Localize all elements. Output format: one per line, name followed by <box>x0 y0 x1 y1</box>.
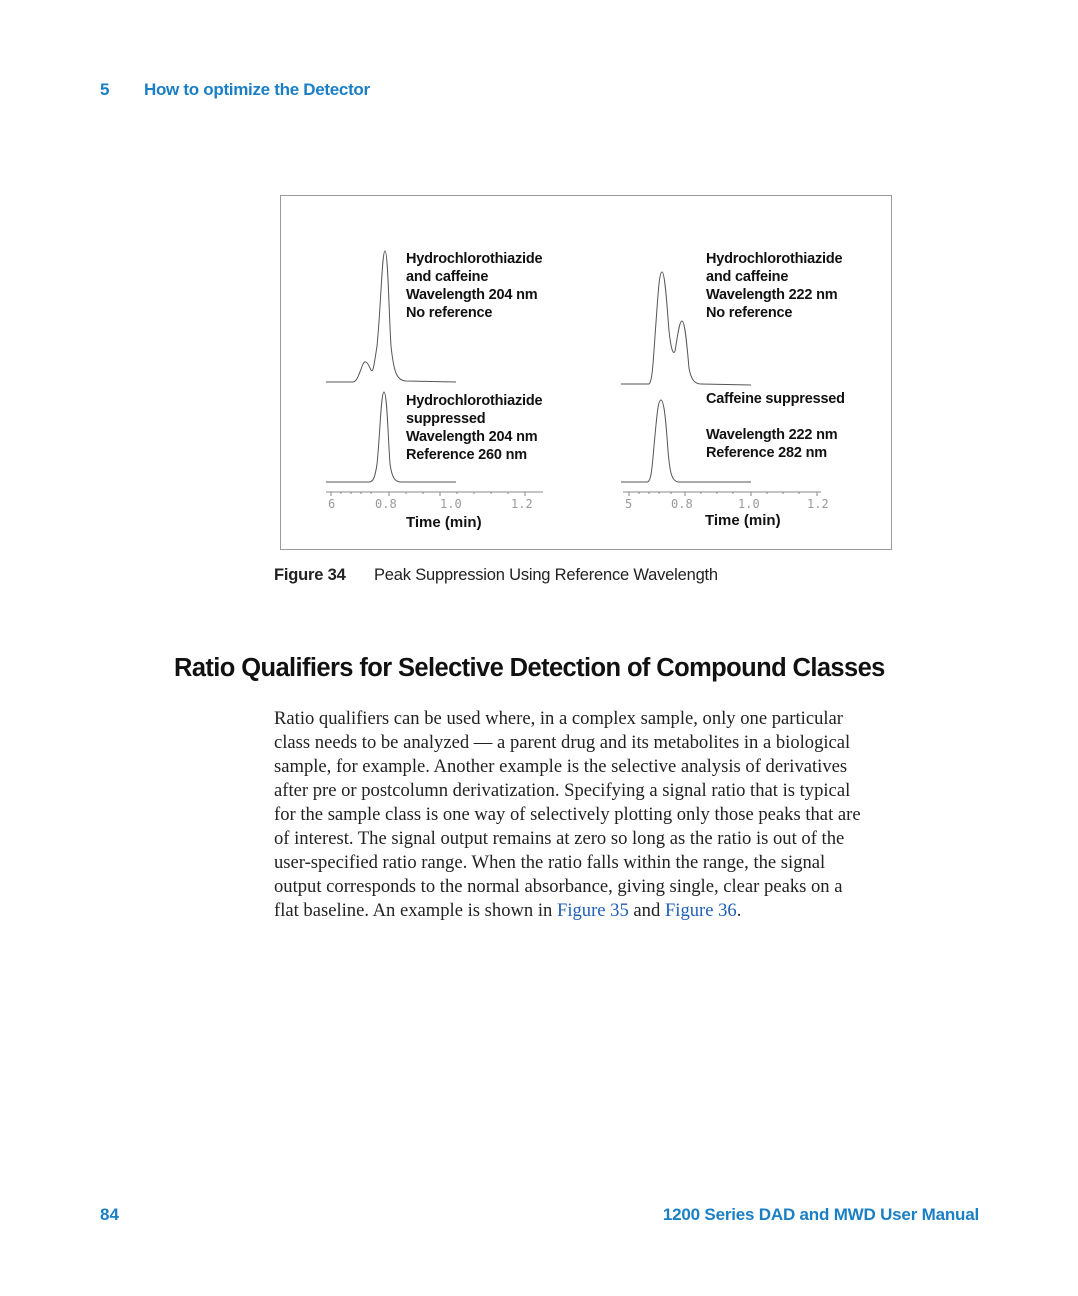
chapter-title: How to optimize the Detector <box>144 80 370 99</box>
body-line: Ratio qualifiers can be used where, in a complex sample, only one particular <box>274 708 843 729</box>
body-line: sample, for example. Another example is the selective analysis of derivatives <box>274 756 848 777</box>
left-tick-0: 6 <box>328 497 336 511</box>
body-line-last: flat baseline. An example is shown in Figure 35 and Figure 36. <box>274 900 742 921</box>
body-line: class needs to be analyzed — a parent drug and its metabolites in a biological <box>274 732 851 753</box>
right-tick-0: 5 <box>625 497 633 511</box>
page-number: 84 <box>100 1205 119 1224</box>
label-top-left: Hydrochlorothiazide and caffeine Wavelength 204 nm No reference <box>406 251 543 321</box>
figure-number: Figure 34 <box>274 566 346 584</box>
body-line: for the sample class is one way of selectively plotting only those peaks that are <box>274 804 861 825</box>
left-axis-ticks <box>331 492 525 496</box>
right-tick-1: 0.8 <box>671 497 693 511</box>
right-tick-2: 1.0 <box>738 497 760 511</box>
body-line: user-specified ratio range. When the ratio falls within the range, the signal <box>274 852 826 873</box>
figure-caption <box>274 566 718 585</box>
right-axis-title: Time (min) <box>705 512 781 529</box>
label-bottom-left: Hydrochlorothiazide suppressed Wavelength 204 nm Reference 260 nm <box>406 393 543 463</box>
left-tick-3: 1.2 <box>511 497 533 511</box>
label-top-right: Hydrochlorothiazide and caffeine Wavelength 222 nm No reference <box>706 251 843 321</box>
left-axis-title: Time (min) <box>406 514 482 531</box>
chromatogram-traces <box>281 196 891 549</box>
left-tick-2: 1.0 <box>440 497 462 511</box>
figure-caption-text: Peak Suppression Using Reference Wavelength <box>374 566 718 584</box>
right-axis-ticks <box>629 492 817 496</box>
body-line: output corresponds to the normal absorbance, giving single, clear peaks on a <box>274 876 843 897</box>
left-tick-1: 0.8 <box>375 497 397 511</box>
manual-title: 1200 Series DAD and MWD User Manual <box>662 1205 979 1224</box>
figure-34 <box>280 195 892 550</box>
figure-35-link[interactable]: Figure 35 <box>556 900 629 921</box>
section-body <box>274 707 989 923</box>
label-bottom-right: Caffeine suppressed Wavelength 222 nm Reference 282 nm <box>706 391 845 461</box>
right-tick-3: 1.2 <box>807 497 829 511</box>
body-line: after pre or postcolumn derivatization. Specifying a signal ratio that is typical <box>274 780 851 801</box>
section-title: Ratio Qualifiers for Selective Detection of Compound Classes <box>174 654 885 682</box>
figure-36-link[interactable]: Figure 36 <box>664 900 737 921</box>
chapter-number: 5 <box>100 80 110 99</box>
body-line: of interest. The signal output remains at zero so long as the ratio is out of the <box>274 828 845 849</box>
running-header <box>100 80 370 100</box>
